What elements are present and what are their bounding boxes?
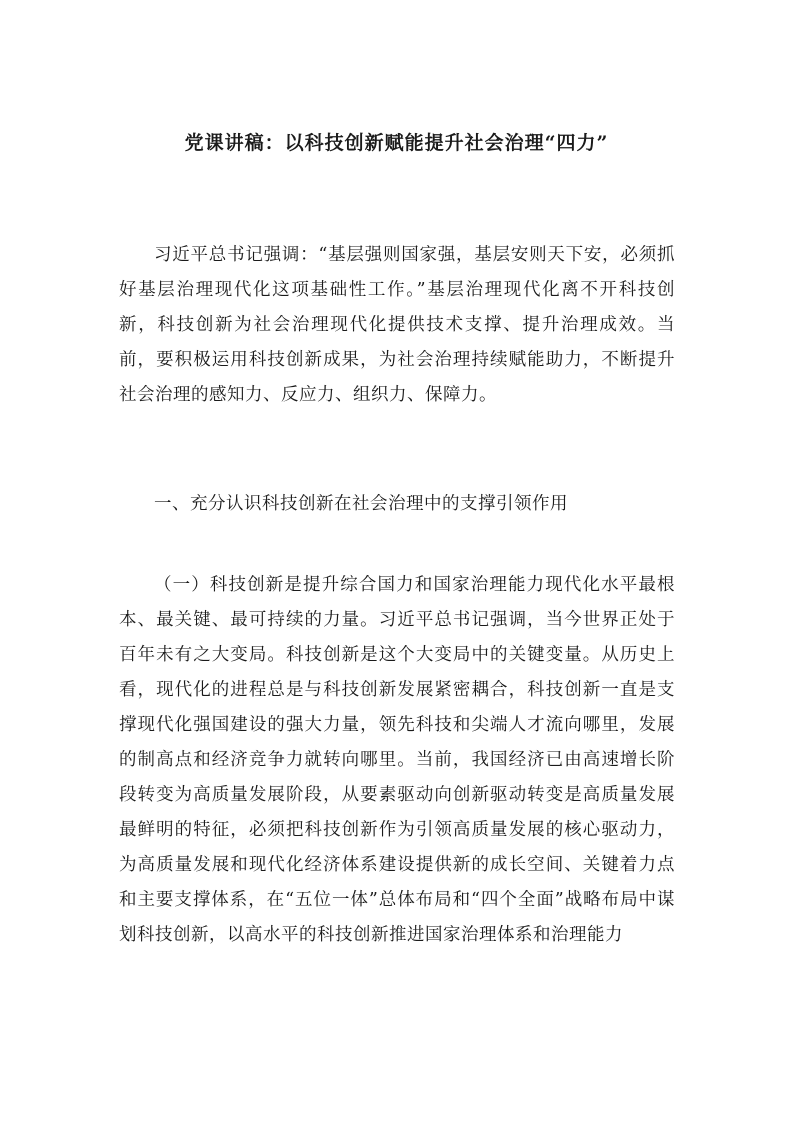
document-title: 党课讲稿：以科技创新赋能提升社会治理“四力” [184,132,609,154]
body-paragraph: （一）科技创新是提升综合国力和国家治理能力现代化水平最根本、最关键、最可持续的力量。习近平总书记强调，当今世界正处于百年未有之大变局。科技创新是这个大变局中的关键变量。从历史上看，现代化的进程总是与科技创新发展紧密耦合，科技创新一直是支撑现代化强国建设的强大力量，领先科技和尖端人才流向哪里，发展的制高点和经济竞争力就转向哪里。当前，我国经济已由高速增长阶段转变为高质量发展阶段，从要素驱动向创新驱动转变是高质量发展最鲜明的特征，必须把科技创新作为引领高质量发展的核心驱动力，为高质量发展和现代化经济体系建设提供新的成长空间、关键着力点和主要支撑体系，在“五位一体”总体布局和“四个全面”战略布局中谋划科技创新，以高水平的科技创新推进国家治理体系和治理能力 [119,575,675,945]
section-heading: 一、充分认识科技创新在社会治理中的支撑引领作用 [154,494,568,514]
intro-paragraph: 习近平总书记强调：“基层强则国家强，基层安则天下安，必须抓好基层治理现代化这项基础性工作。”基层治理现代化离不开科技创新，科技创新为社会治理现代化提供技术支撑、提升治理成效。当前，要积极运用科技创新成果，为社会治理持续赋能助力，不断提升社会治理的感知力、反应力、组织力、保障力。 [119,245,675,405]
